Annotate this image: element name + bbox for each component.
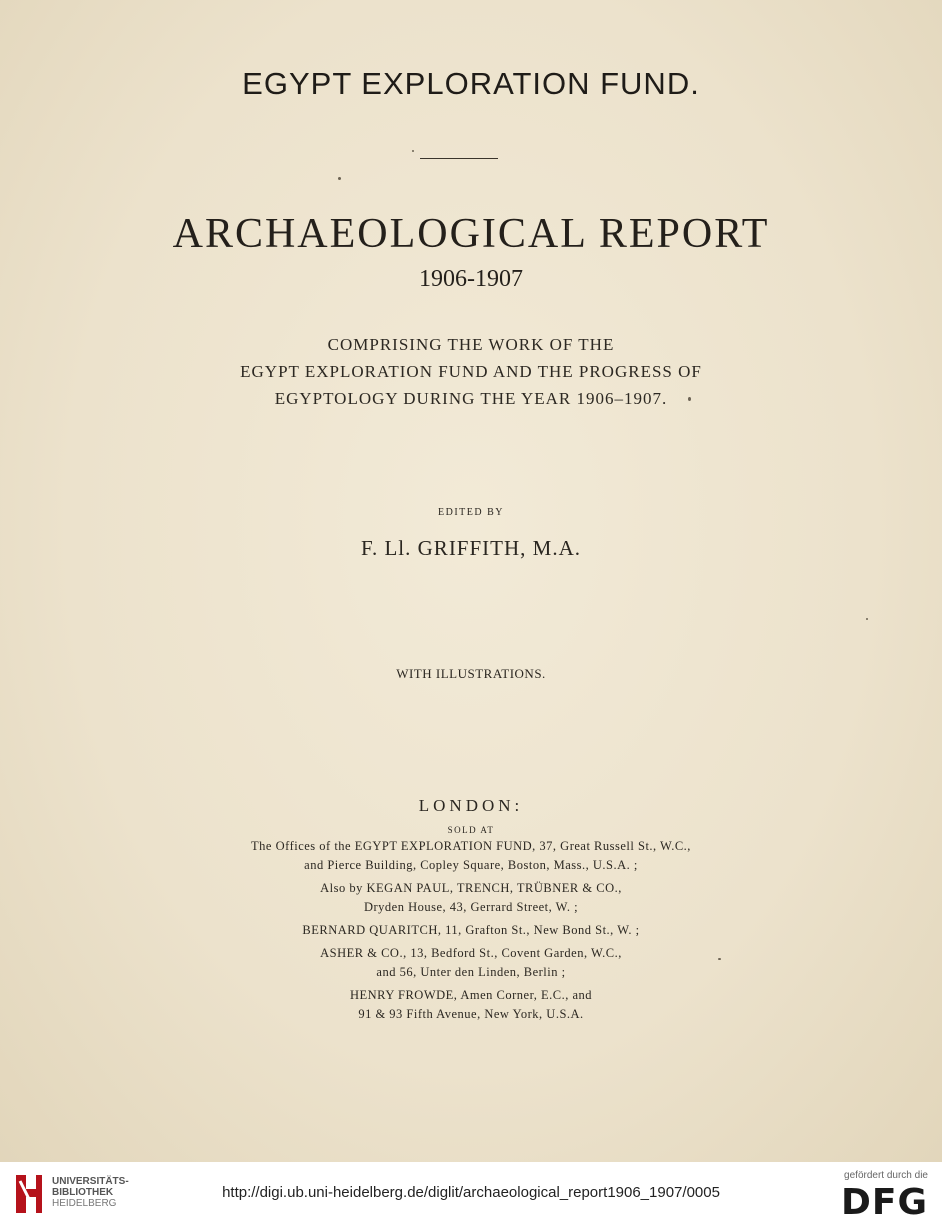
illustrations-note: WITH ILLUSTRATIONS. [396,666,546,681]
viewer-footer [0,1162,942,1227]
imprint-line: Also by KEGAN PAUL, TRENCH, TRÜBNER & CO., [320,881,622,895]
edited-by-label: EDITED BY [438,507,504,518]
organization-heading: EGYPT EXPLORATION FUND. [242,66,700,101]
imprint-city: LONDON: [418,796,524,815]
report-title: ARCHAEOLOGICAL REPORT [172,211,770,257]
imprint-line: BERNARD QUARITCH, 11, Grafton St., New Bond St., W. ; [302,923,640,937]
funding-note: gefördert durch die [844,1170,928,1181]
imprint-line: 91 & 93 Fifth Avenue, New York, U.S.A. [358,1007,584,1021]
imprint-line: ASHER & CO., 13, Bedford St., Covent Garden, W.C., [320,946,622,960]
dfg-logo: DFG [840,1182,928,1223]
report-years: 1906-1907 [419,266,523,292]
imprint-line: HENRY FROWDE, Amen Corner, E.C., and [349,988,593,1002]
paper-speck [688,397,691,401]
paper-speck [412,150,414,152]
imprint-line: and Pierce Building, Copley Square, Boston, Mass., U.S.A. ; [304,858,638,872]
paper-speck [866,618,868,620]
permalink-url[interactable]: http://digi.ub.uni-heidelberg.de/diglit/archaeological_report1906_1907/0005 [222,1184,720,1201]
logo-line: HEIDELBERG [52,1198,117,1209]
paper-speck [718,958,721,960]
imprint-line: The Offices of the EGYPT EXPLORATION FUND, 37, Great Russell St., W.C., [251,839,691,853]
subtitle-line-1: COMPRISING THE WORK OF THE [327,335,615,354]
imprint-line: Dryden House, 43, Gerrard Street, W. ; [363,900,579,914]
sold-at-label: SOLD AT [447,825,495,835]
paper-speck [338,177,341,180]
divider-rule [420,158,498,159]
subtitle-line-3: EGYPTOLOGY DURING THE YEAR 1906–1907. [274,389,668,408]
logo-line: BIBLIOTHEK [52,1187,114,1198]
subtitle-line-2: EGYPT EXPLORATION FUND AND THE PROGRESS OF [240,362,702,381]
imprint-line: and 56, Unter den Linden, Berlin ; [376,965,566,979]
editor-name: F. Ll. GRIFFITH, M.A. [360,536,581,560]
logo-line: UNIVERSITÄTS- [52,1176,129,1187]
